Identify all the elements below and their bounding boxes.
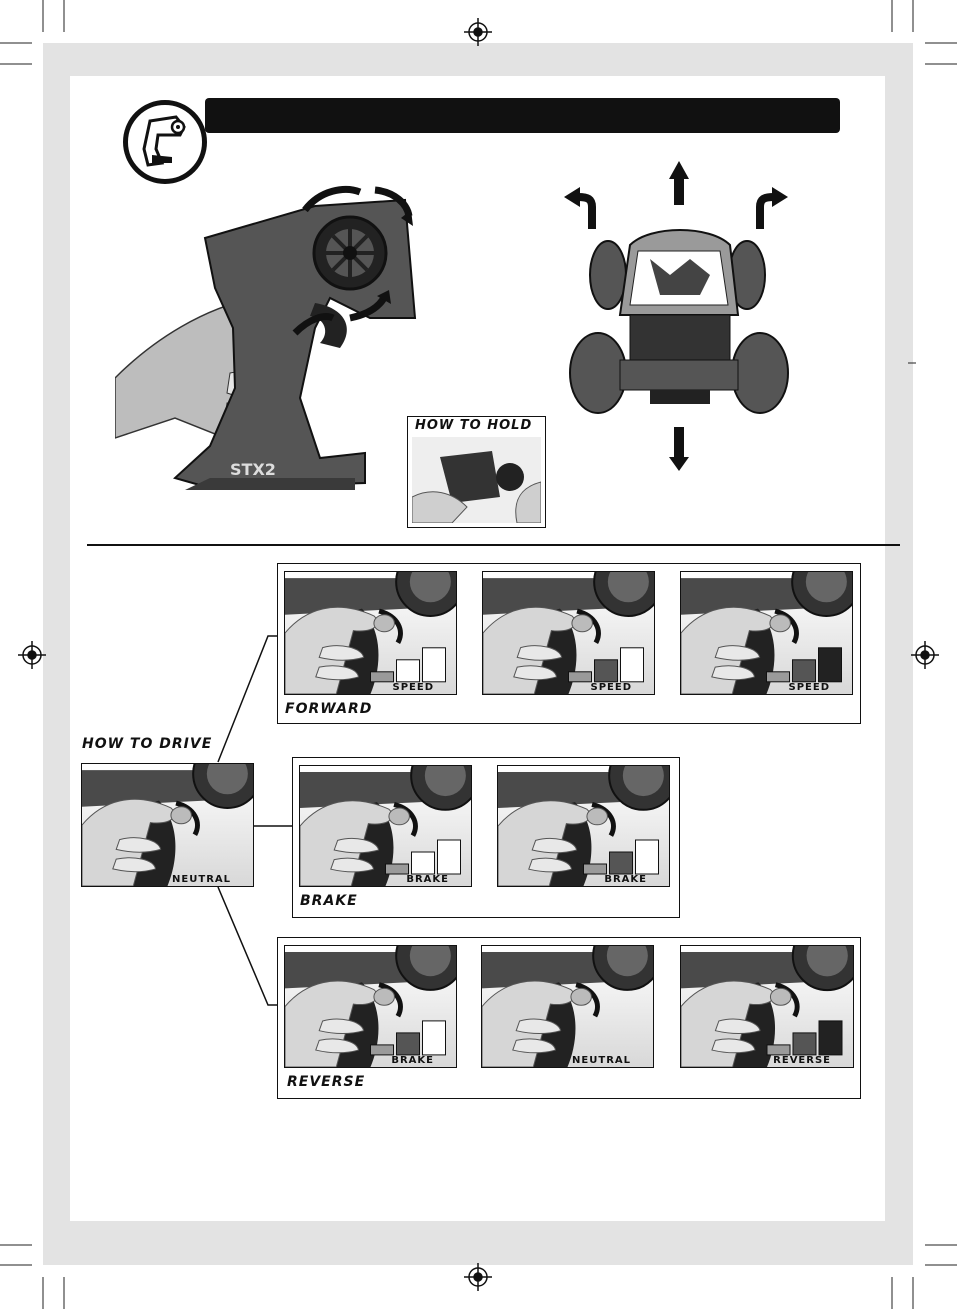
meter-label: BRAKE xyxy=(406,874,449,885)
meter-label: SPEED xyxy=(392,682,434,693)
brake-panel-1 xyxy=(299,765,472,887)
trigger-hand-photo xyxy=(681,946,853,1067)
trigger-hand-photo xyxy=(482,946,653,1067)
forward-label: FORWARD xyxy=(285,701,373,717)
reverse-label: REVERSE xyxy=(287,1074,366,1090)
brake-label: BRAKE xyxy=(300,893,358,909)
forward-panel-1 xyxy=(284,571,457,695)
trigger-hand-photo xyxy=(82,764,253,886)
trigger-hand-photo xyxy=(498,766,669,886)
meter-label: BRAKE xyxy=(391,1055,434,1066)
how-to-hold-caption: HOW TO HOLD xyxy=(415,418,533,433)
transmitter-brand-mark: STX2 xyxy=(230,460,276,479)
forward-panel-3 xyxy=(680,571,853,695)
meter-label: SPEED xyxy=(788,682,830,693)
meter-label: NEUTRAL xyxy=(172,874,231,885)
trigger-hand-photo xyxy=(483,572,654,694)
reverse-panel-1 xyxy=(284,945,457,1068)
neutral-trigger-panel xyxy=(81,763,254,887)
meter-label: REVERSE xyxy=(773,1055,831,1066)
meter-label: BRAKE xyxy=(604,874,647,885)
how-to-drive-caption: HOW TO DRIVE xyxy=(82,736,213,752)
brake-panel-2 xyxy=(497,765,670,887)
meter-label: SPEED xyxy=(590,682,632,693)
trigger-hand-photo xyxy=(285,946,456,1067)
reverse-panel-3 xyxy=(680,945,854,1068)
trigger-hand-photo xyxy=(300,766,471,886)
forward-panel-2 xyxy=(482,571,655,695)
reverse-panel-2 xyxy=(481,945,654,1068)
trigger-hand-photo xyxy=(285,572,456,694)
meter-label: NEUTRAL xyxy=(572,1055,631,1066)
trigger-hand-photo xyxy=(681,572,852,694)
